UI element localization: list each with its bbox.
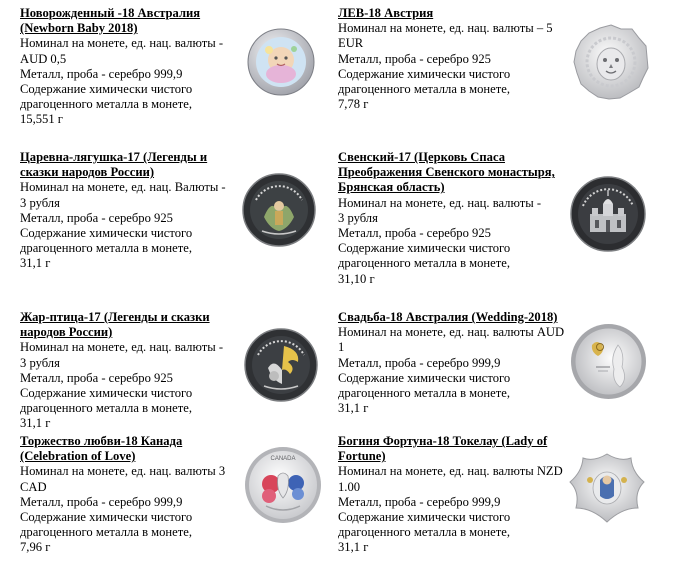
coin-title: Свенский-17 (Церковь Спаса [338,150,505,164]
newborn-baby-coin-icon [247,28,315,96]
coin-title: народов России) [20,325,113,340]
coin-detail: Металл, проба - серебро 999,9 [338,494,501,509]
coin-detail: Номинал на монете, ед. нац. валюты - [20,36,224,51]
coin-entry-firebird [20,310,223,432]
coin-title: Жар-птица-17 (Легенды и сказки [20,310,210,324]
coin-detail: Содержание химически чистого [338,66,511,81]
coin-detail: 31,1 г [20,416,51,431]
coin-detail: AUD 0,5 [20,51,67,66]
coin-title: сказки народов России) [20,165,155,180]
lion-coin-icon [573,24,649,100]
coin-detail: Номинал на монете, ед. нац. валюты 3 [20,464,226,479]
coin-detail: драгоценного металла в монете, [338,256,511,271]
coin-detail: 31,1 г [338,540,369,555]
coin-detail: Металл, проба - серебро 999,9 [20,494,183,509]
coin-detail: 3 рубля [338,210,378,225]
coin-detail: драгоценного металла в монете, [20,97,193,112]
coin-detail: драгоценного металла в монете, [338,525,511,540]
coin-detail: драгоценного металла в монете, [20,401,193,416]
coin-detail: 1 [338,340,345,355]
coin-detail: Металл, проба - серебро 925 [338,226,491,241]
coin-detail: 31,1 г [20,256,51,271]
coin-detail: Содержание химически чистого [20,226,193,241]
coin-title: (Newborn Baby 2018) [20,21,138,36]
coin-detail: Металл, проба - серебро 925 [20,210,173,225]
coin-title: ЛЕВ-18 Австрия [338,6,434,20]
coin-detail: драгоценного металла в монете, [20,241,193,256]
svensky-monastery-coin-icon [570,176,646,252]
coin-detail: EUR [338,36,364,51]
coin-entry-newborn-baby [20,6,223,128]
coin-detail: 31,10 г [338,271,375,286]
coin-detail: 3 рубля [20,195,60,210]
celebration-of-love-coin-icon [244,446,322,524]
wedding-coin-icon [570,323,647,400]
coin-detail: Номинал на монете, ед. нац. валюты AUD [338,325,565,340]
coin-detail: драгоценного металла в монете, [20,525,193,540]
coin-detail: Содержание химически чистого [20,386,193,401]
coin-title: Царевна-лягушка-17 (Легенды и [20,150,208,164]
coin-legend: CANADA [270,456,296,462]
coin-entry-lion [338,6,553,112]
coin-detail: драгоценного металла в монете, [338,386,511,401]
coin-title: Fortune) [338,449,386,464]
coin-detail: CAD [20,479,47,494]
coin-detail: Содержание химически чистого [338,370,511,385]
coin-title: Свадьба-18 Австралия (Wedding-2018) [338,310,558,324]
coin-detail: Номинал на монете, ед. нац. Валюты - [20,180,226,195]
coin-detail: Содержание химически чистого [338,241,511,256]
coin-detail: Металл, проба - серебро 925 [338,51,491,66]
coin-title: Новорожденный -18 Австралия [20,6,201,20]
coin-detail: 1.00 [338,479,361,494]
coin-detail: Содержание химически чистого [338,510,511,525]
coin-title: Богиня Фортуна-18 Токелау (Lady of [338,434,548,448]
coin-detail: 31,1 г [338,401,369,416]
coin-detail: 3 рубля [20,355,60,370]
coin-detail: Номинал на монете, ед. нац. валюты - [20,340,224,355]
coin-detail: Номинал на монете, ед. нац. валюты – 5 [338,21,553,36]
frog-princess-coin-icon [242,173,316,247]
coin-detail: Содержание химически чистого [20,510,193,525]
coin-detail: 7,96 г [20,540,51,555]
coin-detail: Металл, проба - серебро 925 [20,370,173,385]
coin-title: (Celebration of Love) [20,449,136,464]
coin-detail: 15,551 г [20,112,63,127]
firebird-coin-icon [244,328,318,402]
coin-detail: 7,78 г [338,97,369,112]
coin-entry-frog-princess [20,150,226,272]
coin-detail: драгоценного металла в монете, [338,82,511,97]
coin-detail: Номинал на монете, ед. нац. валюты NZD [338,464,563,479]
coin-detail: Металл, проба - серебро 999,9 [20,66,183,81]
coin-entry-svensky [338,150,555,287]
coin-entry-lady-of-fortune [338,434,563,556]
coin-title: Преображения Свенского монастыря, [338,165,555,180]
coin-detail: Металл, проба - серебро 999,9 [338,355,501,370]
coin-entry-wedding [338,310,564,416]
coin-detail: Содержание химически чистого [20,82,193,97]
lady-of-fortune-coin-icon [568,452,646,524]
coin-title: Брянская область) [338,180,445,195]
coin-entry-celebration-of-love [20,434,225,556]
coin-detail: Номинал на монете, ед. нац. валюты - [338,195,542,210]
coin-title: Торжество любви-18 Канада [20,434,183,448]
